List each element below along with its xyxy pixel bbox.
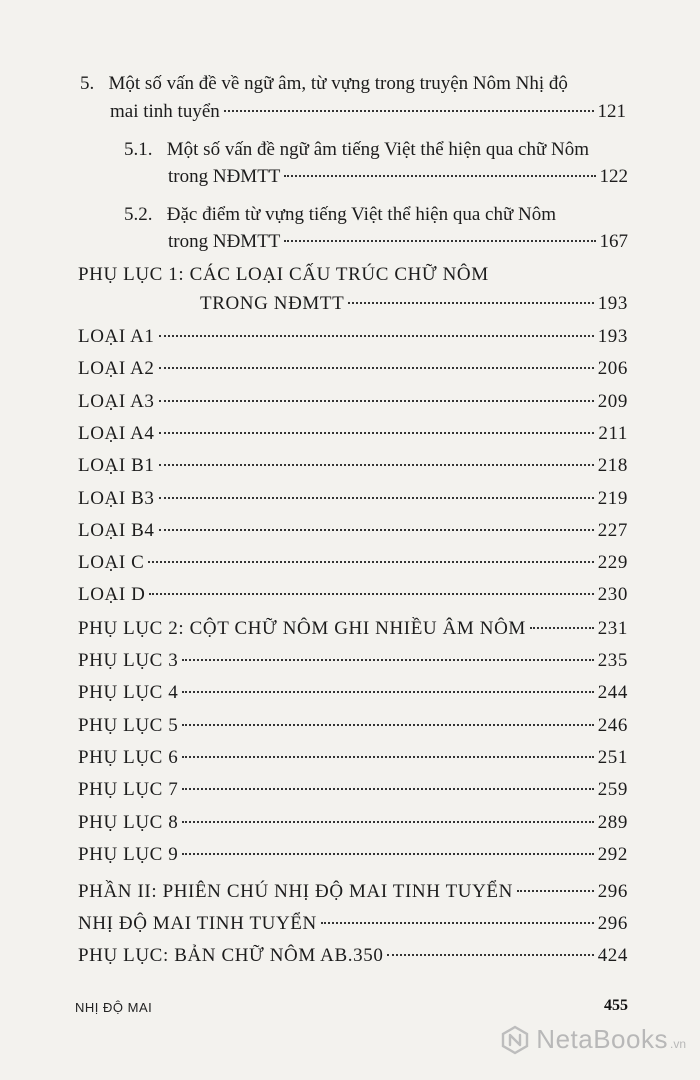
- toc-entry-title: LOẠI A3: [78, 390, 155, 412]
- toc-appendix-row[interactable]: [78, 778, 628, 802]
- toc-page-number: 231: [597, 618, 628, 639]
- toc-page-number: 121: [597, 101, 626, 122]
- toc-entry-title: PHỤ LỤC: BẢN CHỮ NÔM AB.350: [78, 945, 384, 966]
- toc-page-number: 219: [597, 487, 628, 509]
- toc-entry-title: LOẠI B1: [78, 455, 155, 477]
- toc-appendix-1-line1: PHỤ LỤC 1: CÁC LOẠI CẤU TRÚC CHỮ NÔM: [78, 264, 489, 285]
- running-head: NHỊ ĐỘ MAI: [75, 1000, 153, 1015]
- watermark-suffix: .vn: [669, 1037, 686, 1051]
- toc-entry-5-line2[interactable]: [110, 100, 626, 124]
- toc-type-row[interactable]: [78, 519, 628, 543]
- toc-appendix-row[interactable]: [78, 843, 628, 867]
- toc-page-number: 289: [597, 811, 628, 833]
- toc-type-row[interactable]: [78, 390, 628, 414]
- leader-dots: [530, 627, 594, 629]
- toc-entry-title: LOẠI D: [78, 584, 146, 606]
- toc-appendix-2[interactable]: [78, 617, 628, 641]
- toc-part-2[interactable]: [78, 880, 628, 904]
- leader-dots: [159, 367, 594, 369]
- leader-dots: [348, 302, 593, 304]
- toc-entry-title: LOẠI C: [78, 552, 145, 574]
- toc-entry-5-1-line2[interactable]: [168, 165, 628, 189]
- leader-dots: [159, 497, 594, 499]
- toc-page-number: 167: [599, 231, 628, 252]
- toc-entry-title: PHỤ LỤC 7: [78, 779, 179, 801]
- leader-dots: [284, 240, 595, 242]
- leader-dots: [159, 529, 594, 531]
- toc-type-row[interactable]: [78, 325, 628, 349]
- leader-dots: [159, 464, 594, 466]
- leader-dots: [284, 175, 595, 177]
- toc-ndmtt[interactable]: [78, 912, 628, 936]
- toc-page-number: 211: [598, 422, 628, 444]
- toc-entry-title: PHỤ LỤC 4: [78, 682, 179, 704]
- toc-page-number: 246: [597, 714, 628, 736]
- toc-page-number: 209: [597, 390, 628, 412]
- toc-type-row[interactable]: [78, 454, 628, 478]
- netabooks-logo-icon: [500, 1025, 530, 1055]
- toc-entry-5-1-line1: [124, 138, 589, 162]
- toc-entry-title-cont: TRONG NĐMTT: [200, 293, 345, 314]
- toc-entry-title: PHỤ LỤC 5: [78, 714, 179, 736]
- toc-page-number: 230: [597, 584, 628, 606]
- toc-type-row[interactable]: [78, 422, 628, 446]
- toc-page-number: 292: [597, 843, 628, 865]
- toc-entry-title: Một số vấn đề ngữ âm tiếng Việt thể hiện qua chữ Nôm: [166, 139, 589, 160]
- toc-page-number: 227: [597, 519, 628, 541]
- toc-page-number: 251: [597, 746, 628, 768]
- toc-type-row[interactable]: [78, 357, 628, 381]
- toc-entry-title: LOẠI B3: [78, 487, 155, 509]
- leader-dots: [182, 659, 593, 661]
- leader-dots: [387, 954, 593, 956]
- toc-page-number: 229: [597, 552, 628, 574]
- toc-entry-title: PHỤ LỤC 2: CỘT CHỮ NÔM GHI NHIỀU ÂM NÔM: [78, 618, 526, 639]
- toc-entry-title-cont: mai tinh tuyển: [110, 101, 220, 122]
- leader-dots: [182, 821, 593, 823]
- toc-page-number: 235: [597, 650, 628, 671]
- toc-entry-title-cont: trong NĐMTT: [168, 166, 281, 187]
- toc-page-number: 193: [597, 293, 628, 314]
- toc-ab350[interactable]: [78, 944, 628, 968]
- leader-dots: [224, 110, 594, 112]
- toc-entry-title: LOẠI B4: [78, 519, 155, 541]
- toc-type-row[interactable]: [78, 551, 628, 575]
- leader-dots: [148, 561, 593, 563]
- toc-entry-title: LOẠI A2: [78, 358, 155, 380]
- toc-type-row[interactable]: [78, 487, 628, 511]
- toc-appendix-row[interactable]: [78, 649, 628, 673]
- toc-entry-title: PHỤ LỤC 6: [78, 746, 179, 768]
- toc-page-number: 296: [597, 881, 628, 902]
- leader-dots: [182, 691, 593, 693]
- toc-appendix-row[interactable]: [78, 681, 628, 705]
- toc-appendix-1-line2[interactable]: [200, 292, 628, 316]
- toc-appendix-row[interactable]: [78, 714, 628, 738]
- leader-dots: [182, 853, 593, 855]
- toc-page-number: 193: [597, 326, 628, 347]
- toc-appendix-row[interactable]: [78, 746, 628, 770]
- toc-entry-title: NHỊ ĐỘ MAI TINH TUYỂN: [78, 913, 317, 934]
- leader-dots: [182, 788, 593, 790]
- leader-dots: [182, 756, 593, 758]
- toc-entry-title: PHỤ LỤC 3: [78, 650, 179, 671]
- toc-type-row[interactable]: [78, 583, 628, 607]
- toc-entry-title: Đặc điểm từ vựng tiếng Việt thể hiện qua chữ Nôm: [166, 204, 557, 225]
- toc-entry-number: 5.1.: [124, 139, 153, 160]
- toc-entry-title: LOẠI A1: [78, 326, 155, 347]
- toc-entry-title: PHỤ LỤC 9: [78, 843, 179, 865]
- toc-page-number: 218: [597, 455, 628, 477]
- toc-entry-title: PHỤ LỤC 8: [78, 811, 179, 833]
- toc-page-number: 122: [599, 166, 628, 187]
- watermark: [500, 1024, 686, 1055]
- leader-dots: [149, 593, 593, 595]
- toc-entry-5-line1: [80, 72, 568, 96]
- leader-dots: [517, 890, 594, 892]
- leader-dots: [159, 400, 594, 402]
- toc-page-number: 206: [597, 358, 628, 380]
- leader-dots: [182, 724, 593, 726]
- leader-dots: [159, 432, 595, 434]
- toc-page-number: 296: [597, 913, 628, 934]
- watermark-brand: NetaBooks: [536, 1024, 668, 1054]
- toc-page-number: 259: [597, 779, 628, 801]
- toc-page-number: 244: [597, 682, 628, 704]
- toc-page-number: 424: [597, 945, 628, 966]
- toc-entry-5-2-line2[interactable]: [168, 230, 628, 254]
- toc-entry-title: LOẠI A4: [78, 422, 155, 444]
- toc-entry-number: 5.2.: [124, 204, 153, 225]
- toc-appendix-row[interactable]: [78, 811, 628, 835]
- toc-entry-number: 5.: [80, 73, 95, 94]
- toc-entry-title: PHẦN II: PHIÊN CHÚ NHỊ ĐỘ MAI TINH TUYỂN: [78, 881, 513, 902]
- toc-entry-title: Một số vấn đề về ngữ âm, từ vựng trong truyện Nôm Nhị độ: [108, 73, 568, 94]
- leader-dots: [159, 335, 594, 337]
- leader-dots: [321, 922, 594, 924]
- toc-entry-5-2-line1: [124, 203, 556, 227]
- folio-page-number: 455: [604, 997, 628, 1014]
- toc-entry-title-cont: trong NĐMTT: [168, 231, 281, 252]
